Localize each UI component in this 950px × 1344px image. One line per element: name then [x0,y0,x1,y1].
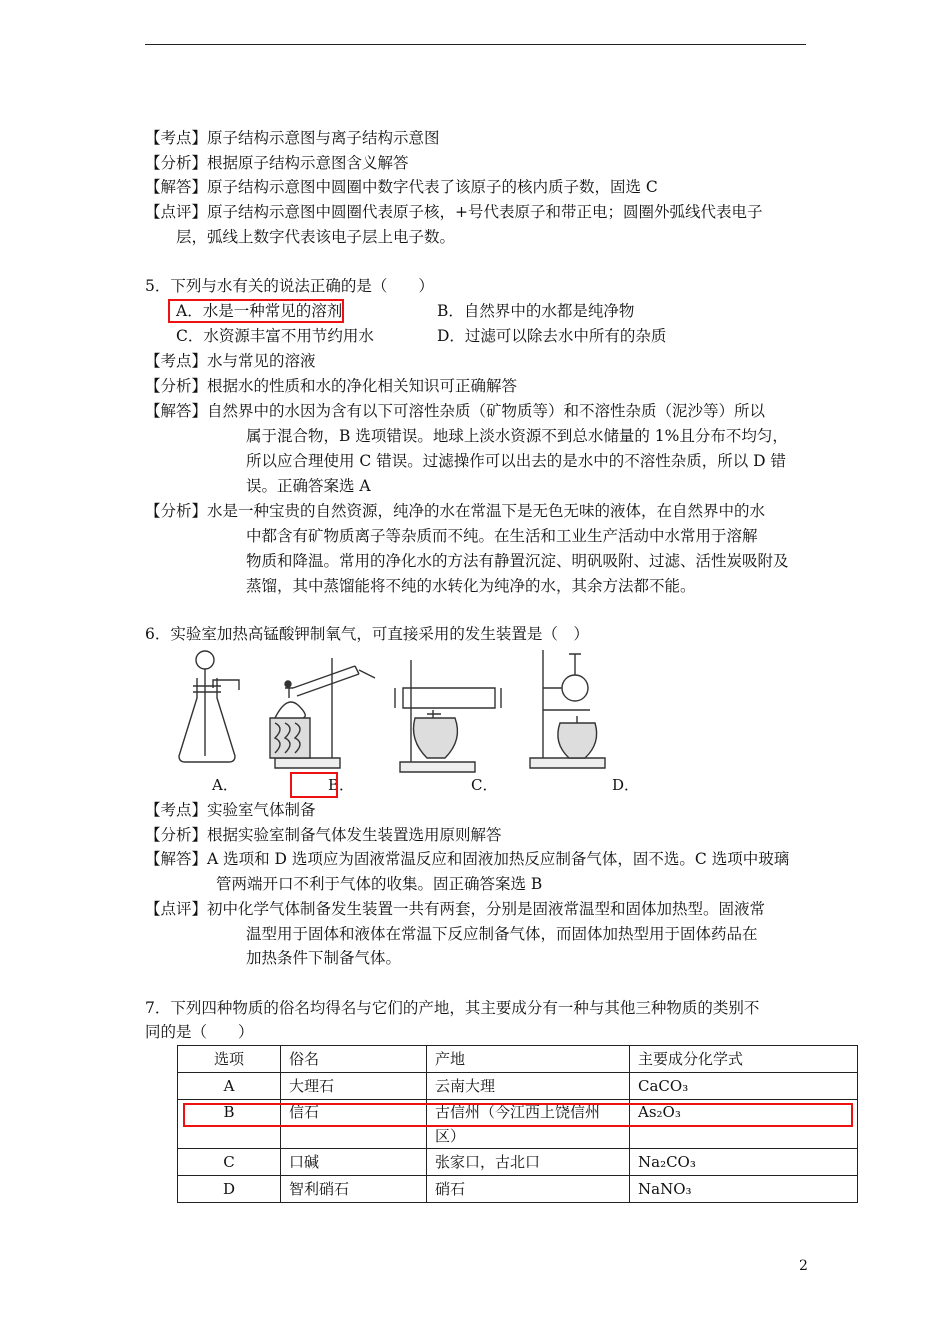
q5-jieda-1: 【解答】自然界中的水因为含有以下可溶性杂质（矿物质等）和不溶性杂质（泥沙等）所以 [145,402,766,420]
apparatus-b-heating [270,658,375,768]
table-cell: A [178,1073,281,1100]
table-header-cell: 主要成分化学式 [630,1046,858,1073]
table-header-cell: 产地 [427,1046,630,1073]
header-rule [145,44,806,45]
apparatus-d-flask-heat [530,650,605,768]
answer-highlight-box [183,1103,853,1127]
q5-jieda-3: 所以应合理使用 C 错误。过滤操作可以出去的是水中的不溶性杂质，所以 D 错 [246,452,786,470]
q7-stem-2: 同的是（ ） [145,1023,254,1041]
table-header-row [178,1046,858,1073]
q5-fenxi: 【分析】根据水的性质和水的净化相关知识可正确解答 [145,377,518,395]
table-cell: D [178,1176,281,1203]
q4-dianping-2: 层，弧线上数字代表该电子层上电子数。 [176,228,456,246]
answer-highlight-box [290,772,338,798]
table-row [178,1149,858,1176]
q5-fenxi2-4: 蒸馏，其中蒸馏能将不纯的水转化为纯净的水，其余方法都不能。 [246,577,696,595]
q5-fenxi2-3: 物质和降温。常用的净化水的方法有静置沉淀、明矾吸附、过滤、活性炭吸附及 [246,552,789,570]
table-header-cell: 选项 [178,1046,281,1073]
q5-stem: 5．下列与水有关的说法正确的是（ ） [145,277,434,295]
q6-dianping-2: 温型用于固体和液体在常温下反应制备气体，而固体加热型用于固体药品在 [246,925,758,943]
apparatus-a-flask [179,651,239,762]
table-cell: 口碱 [281,1149,427,1176]
q6-label-d: D． [612,776,640,794]
answer-highlight-box [168,299,344,323]
table-cell: 智利硝石 [281,1176,427,1203]
q6-fenxi: 【分析】根据实验室制备气体发生装置选用原则解答 [145,826,502,844]
q5-option-a: A．水是一种常见的溶剂 [176,302,343,320]
q5-fenxi2-2: 中都含有矿物质离子等杂质而不纯。在生活和工业生产活动中水常用于溶解 [246,527,758,545]
q6-stem: 6．实验室加热高锰酸钾制氧气，可直接采用的发生装置是（ ） [145,625,589,643]
q6-label-c: C． [471,776,498,794]
table-cell: As₂O₃ [630,1100,858,1149]
q5-jieda-2: 属于混合物，B 选项错误。地球上淡水资源不到总水储量的 1%且分布不均匀， [246,427,788,445]
table-cell: Na₂CO₃ [630,1149,858,1176]
q5-option-d: D．过滤可以除去水中所有的杂质 [437,327,667,345]
q4-fenxi: 【分析】根据原子结构示意图含义解答 [145,154,409,172]
q6-dianping-3: 加热条件下制备气体。 [246,949,402,967]
q5-kaodian: 【考点】水与常见的溶液 [145,352,316,370]
table-row [178,1176,858,1203]
q4-jieda: 【解答】原子结构示意图中圆圈中数字代表了该原子的核内质子数，固选 C [145,178,658,196]
q6-jieda-1: 【解答】A 选项和 D 选项应为固液常温反应和固液加热反应制备气体，固不选。C 选项中玻璃 [145,850,790,868]
table-cell: 硝石 [427,1176,630,1203]
q7-stem-1: 7．下列四种物质的俗名均得名与它们的产地，其主要成分有一种与其他三种物质的类别不 [145,999,760,1017]
table-cell: CaCO₃ [630,1073,858,1100]
q4-kaodian: 【考点】原子结构示意图与离子结构示意图 [145,129,440,147]
table-cell: NaNO₃ [630,1176,858,1203]
table-cell: B [178,1100,281,1149]
q5-fenxi2-1: 【分析】水是一种宝贵的自然资源，纯净的水在常温下是无色无味的液体，在自然界中的水 [145,502,766,520]
table-header-cell: 俗名 [281,1046,427,1073]
q6-dianping-1: 【点评】初中化学气体制备发生装置一共有两套，分别是固液常温型和固体加热型。固液常 [145,900,766,918]
q6-label-a: A． [212,776,238,794]
apparatus-figure [175,648,645,773]
apparatus-c-tube [395,660,501,772]
table-cell: C [178,1149,281,1176]
q4-dianping-1: 【点评】原子结构示意图中圆圈代表原子核，+号代表原子和带正电；圆圈外弧线代表电子 [145,203,763,221]
table-cell: 古信州（今江西上饶信州区） [427,1100,630,1149]
q5-jieda-4: 误。正确答案选 A [246,477,371,495]
table-cell: 大理石 [281,1073,427,1100]
q5-option-c: C．水资源丰富不用节约用水 [176,327,374,345]
page-number: 2 [799,1258,808,1274]
table-row [178,1073,858,1100]
q6-label-b: B． [328,776,355,794]
table-cell: 信石 [281,1100,427,1149]
table-cell: 张家口，古北口 [427,1149,630,1176]
table-cell: 云南大理 [427,1073,630,1100]
q6-jieda-2: 管两端开口不利于气体的收集。固正确答案选 B [216,875,543,893]
q6-kaodian: 【考点】实验室气体制备 [145,801,316,819]
q5-option-b: B．自然界中的水都是纯净物 [437,302,635,320]
